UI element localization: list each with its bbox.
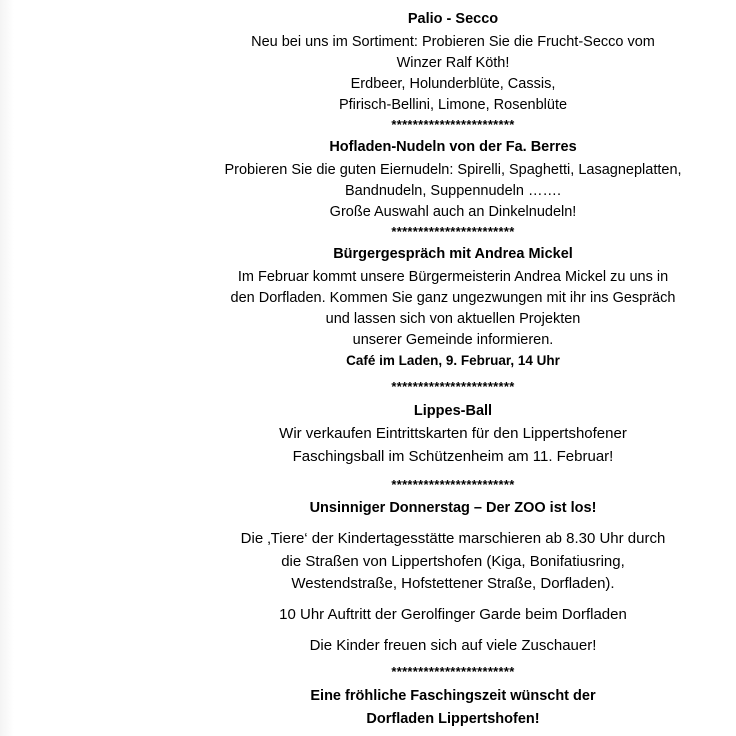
- separator: ***********************: [391, 224, 515, 239]
- lippes-title: Lippes-Ball: [413, 403, 493, 419]
- palio-title: Palio - Secco: [407, 11, 499, 27]
- donnerstag-title: Unsinniger Donnerstag – Der ZOO ist los!: [309, 500, 597, 516]
- left-margin-shadow: [0, 0, 14, 736]
- lippes-line: Wir verkaufen Eintrittskarten für den Lippertshofener: [279, 425, 627, 442]
- nudeln-line: Probieren Sie die guten Eiernudeln: Spirelli, Spaghetti, Lasagneplatten,: [224, 162, 682, 178]
- separator: ***********************: [391, 117, 515, 132]
- buerger-line: den Dorfladen. Kommen Sie ganz ungezwungen mit ihr ins Gespräch: [230, 290, 676, 306]
- buerger-line: unserer Gemeinde informieren.: [352, 332, 554, 348]
- buerger-event: Café im Laden, 9. Februar, 14 Uhr: [346, 353, 560, 368]
- palio-line: Neu bei uns im Sortiment: Probieren Sie die Frucht-Secco vom: [251, 34, 655, 50]
- buerger-line: und lassen sich von aktuellen Projekten: [325, 311, 581, 327]
- lippes-line: Faschingsball im Schützenheim am 11. Februar!: [292, 448, 614, 465]
- closing-line: Eine fröhliche Faschingszeit wünscht der: [310, 688, 596, 704]
- donnerstag-line: die Straßen von Lippertshofen (Kiga, Bonifatiusring,: [281, 553, 625, 570]
- donnerstag-line: Die Kinder freuen sich auf viele Zuschauer!: [309, 637, 597, 654]
- donnerstag-line: Die ‚Tiere‘ der Kindertagesstätte marschieren ab 8.30 Uhr durch: [240, 530, 666, 547]
- nudeln-line: Bandnudeln, Suppennudeln …….: [344, 183, 562, 199]
- buerger-title: Bürgergespräch mit Andrea Mickel: [333, 246, 573, 262]
- buerger-line: Im Februar kommt unsere Bürgermeisterin Andrea Mickel zu uns in: [237, 269, 669, 285]
- palio-line: Winzer Ralf Köth!: [396, 55, 510, 71]
- separator: ***********************: [391, 477, 515, 492]
- separator: ***********************: [391, 664, 515, 679]
- palio-line: Erdbeer, Holunderblüte, Cassis,: [350, 76, 556, 92]
- donnerstag-line: Westendstraße, Hofstettener Straße, Dorfladen).: [291, 575, 615, 592]
- palio-line: Pfirisch-Bellini, Limone, Rosenblüte: [338, 97, 568, 113]
- nudeln-title: Hofladen-Nudeln von der Fa. Berres: [329, 139, 577, 155]
- nudeln-line: Große Auswahl auch an Dinkelnudeln!: [329, 204, 577, 220]
- closing-line: Dorfladen Lippertshofen!: [366, 711, 540, 727]
- donnerstag-line: 10 Uhr Auftritt der Gerolfinger Garde beim Dorfladen: [279, 606, 627, 623]
- separator: ***********************: [391, 379, 515, 394]
